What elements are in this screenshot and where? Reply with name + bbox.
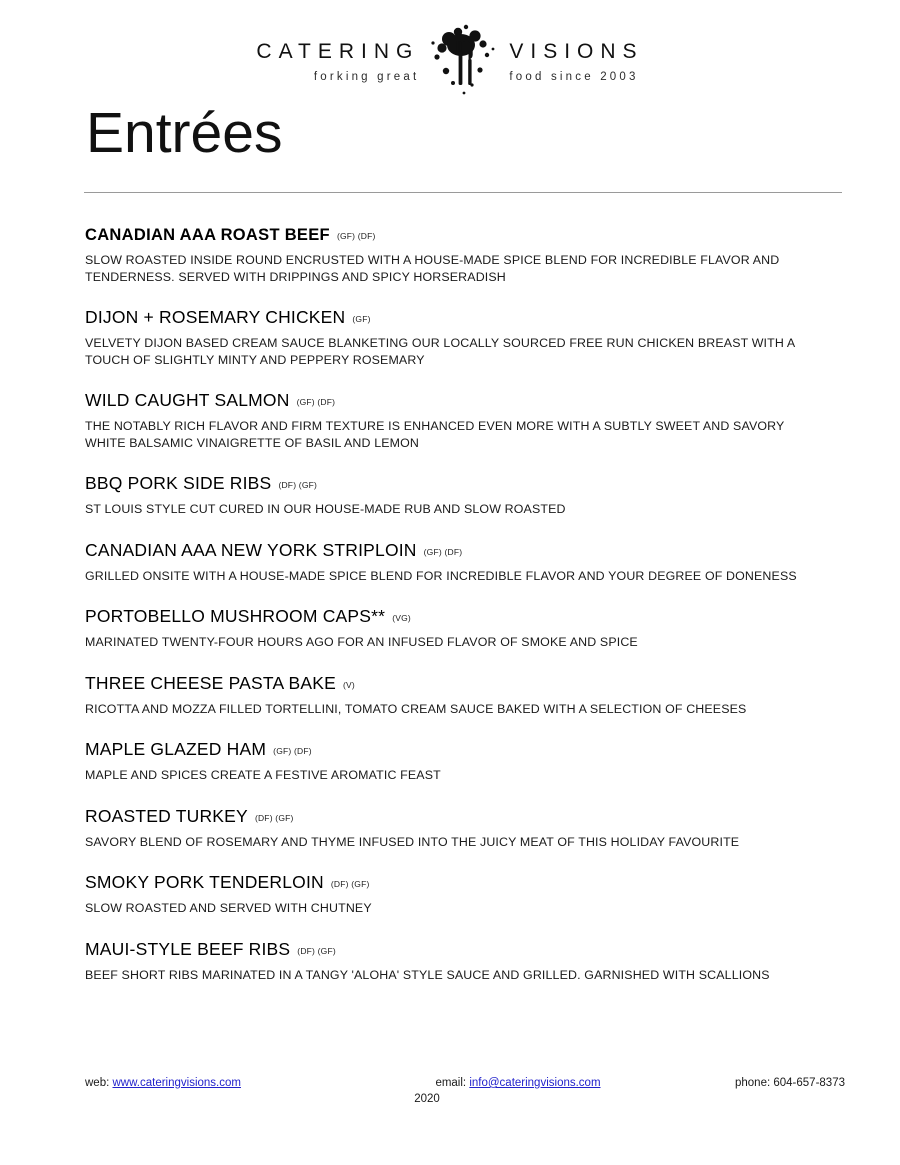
item-description: BEEF SHORT RIBS MARINATED IN A TANGY 'ALOHA' STYLE SAUCE AND GRILLED. GARNISHED WITH SCALLIONS <box>85 967 770 982</box>
brand-tagline-left: forking great <box>313 71 420 83</box>
brand-tagline-right: food since 2003 <box>509 71 639 83</box>
footer-email-label: email: <box>435 1077 467 1089</box>
item-description: THE NOTABLY RICH FLAVOR AND FIRM TEXTURE IS ENHANCED EVEN MORE WITH A SUBTLY SWEET AND SAVORY WHITE BALSAMIC VINAIGRETTE OF BASIL AND LEMON <box>85 419 785 450</box>
item-diet-tags: (DF) (GF) <box>278 480 318 490</box>
item-description: MARINATED TWENTY-FOUR HOURS AGO FOR AN INFUSED FLAVOR OF SMOKE AND SPICE <box>85 635 638 649</box>
brand-logo <box>0 22 900 102</box>
item-name: SMOKY PORK TENDERLOIN <box>85 872 324 892</box>
item-diet-tags: (GF) (DF) <box>423 546 463 557</box>
item-diet-tags: (V) <box>342 679 355 690</box>
item-name: WILD CAUGHT SALMON <box>85 390 290 410</box>
list-item <box>85 307 845 368</box>
brand-word-right: VISIONS <box>509 40 644 63</box>
item-name: MAPLE GLAZED HAM <box>85 739 267 759</box>
title-divider <box>84 192 842 193</box>
item-description: VELVETY DIJON BASED CREAM SAUCE BLANKETING OUR LOCALLY SOURCED FREE RUN CHICKEN BREAST WITH A TOUCH OF SLIGHTLY MINTY AND PEPPERY ROSEMARY <box>85 336 795 367</box>
footer-year: 2020 <box>414 1093 440 1105</box>
item-diet-tags: (GF) (DF) <box>273 746 312 756</box>
ink-splatter-fork-knife-logo-icon <box>425 23 503 101</box>
item-name: DIJON + ROSEMARY CHICKEN <box>85 307 346 327</box>
item-description: RICOTTA AND MOZZA FILLED TORTELLINI, TOMATO CREAM SAUCE BAKED WITH A SELECTION OF CHEESES <box>85 701 747 716</box>
item-name: PORTOBELLO MUSHROOM CAPS** <box>85 606 386 626</box>
list-item <box>85 872 845 917</box>
list-item <box>85 739 845 784</box>
list-item <box>85 673 845 718</box>
item-diet-tags: (GF) <box>352 314 371 324</box>
item-diet-tags: (VG) <box>392 613 411 623</box>
item-description: SLOW ROASTED INSIDE ROUND ENCRUSTED WITH A HOUSE-MADE SPICE BLEND FOR INCREDIBLE FLAVOR AND TENDERNESS. SERVED WITH DRIPPINGS AND SPICY HORSERADISH <box>85 253 780 284</box>
footer-phone: phone: 604-657-8373 <box>735 1077 845 1089</box>
list-item <box>85 226 845 285</box>
item-name: BBQ PORK SIDE RIBS <box>85 473 272 493</box>
list-item <box>85 540 845 585</box>
item-description: ST LOUIS STYLE CUT CURED IN OUR HOUSE-MADE RUB AND SLOW ROASTED <box>85 502 566 516</box>
item-description: SLOW ROASTED AND SERVED WITH CHUTNEY <box>85 901 372 915</box>
item-diet-tags: (DF) (GF) <box>254 812 294 823</box>
item-diet-tags: (DF) (GF) <box>297 945 336 956</box>
item-diet-tags: (GF) (DF) <box>296 397 336 407</box>
list-item <box>85 390 845 451</box>
item-diet-tags: (DF) (GF) <box>330 879 370 889</box>
item-name: CANADIAN AAA NEW YORK STRIPLOIN <box>85 539 417 560</box>
item-name: CANADIAN AAA ROAST BEEF <box>85 226 330 244</box>
item-name: ROASTED TURKEY <box>85 805 248 826</box>
item-name: THREE CHEESE PASTA BAKE <box>85 672 336 693</box>
entree-list <box>85 226 845 1005</box>
footer-website-link[interactable]: www.cateringvisions.com <box>112 1077 241 1089</box>
list-item <box>85 939 845 984</box>
item-name: MAUI-STYLE BEEF RIBS <box>85 938 291 959</box>
brand-word-left: CATERING <box>256 40 420 63</box>
page-footer <box>85 1077 845 1105</box>
list-item <box>85 606 845 651</box>
item-description: MAPLE AND SPICES CREATE A FESTIVE AROMATIC FEAST <box>85 768 441 782</box>
list-item <box>85 473 845 518</box>
footer-email-link[interactable]: info@cateringvisions.com <box>469 1077 601 1089</box>
item-description: GRILLED ONSITE WITH A HOUSE-MADE SPICE BLEND FOR INCREDIBLE FLAVOR AND YOUR DEGREE OF DONENESS <box>85 568 797 583</box>
footer-web-label: web: <box>85 1077 110 1089</box>
item-description: SAVORY BLEND OF ROSEMARY AND THYME INFUSED INTO THE JUICY MEAT OF THIS HOLIDAY FAVOURITE <box>85 834 740 849</box>
list-item <box>85 806 845 851</box>
page-title: Entrées <box>86 101 283 165</box>
item-diet-tags: (GF) (DF) <box>336 231 376 241</box>
